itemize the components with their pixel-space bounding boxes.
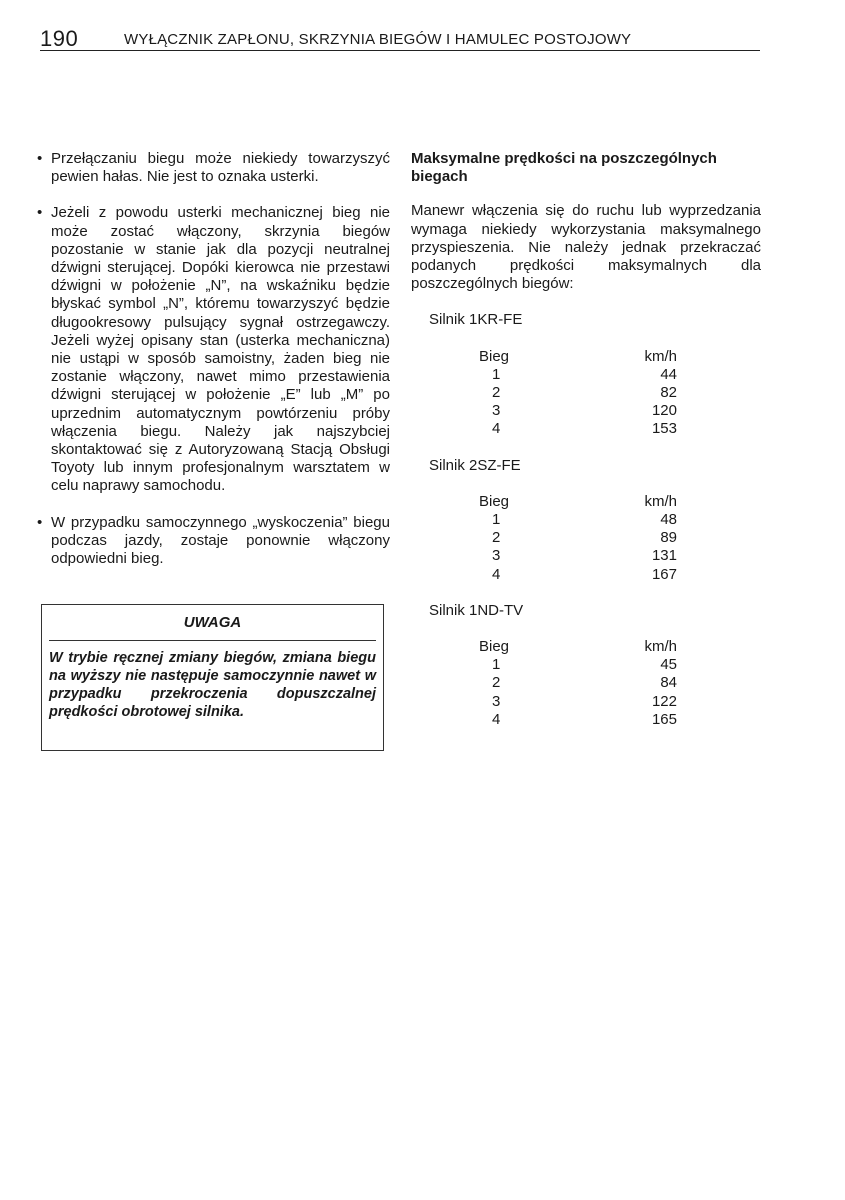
gear-cell: 4	[492, 565, 501, 583]
bullet-item: • W przypadku samoczynnego „wyskoczenia” biegu podczas jazdy, zostaje ponownie włączony odpowiedni bieg.	[36, 514, 390, 569]
speed-cell: 131	[651, 547, 677, 565]
table-row	[429, 384, 677, 402]
page-number: 190	[40, 26, 79, 51]
warning-box	[41, 604, 384, 751]
speed-cell: 165	[651, 710, 677, 728]
speed-column-header: km/h	[644, 492, 677, 510]
bullet-item: • Przełączaniu biegu może niekiedy towarzyszyć pewien hałas. Nie jest to oznaka usterki.	[36, 150, 390, 186]
speed-table	[429, 348, 677, 439]
table-row	[429, 674, 677, 692]
gear-cell: 1	[492, 656, 501, 674]
chapter-title: WYŁĄCZNIK ZAPŁONU, SKRZYNIA BIEGÓW I HAMULEC POSTOJOWY	[124, 31, 632, 48]
warning-title: UWAGA	[183, 614, 242, 631]
gear-cell: 2	[492, 529, 501, 547]
speed-cell: 167	[651, 565, 677, 583]
gear-cell: 2	[492, 384, 501, 402]
header-divider	[40, 50, 760, 51]
speed-cell: 44	[660, 365, 677, 383]
table-row	[429, 420, 677, 438]
engine-name: Silnik 1KR-FE	[429, 311, 523, 329]
gear-column-header: Bieg	[479, 638, 510, 656]
speed-cell: 120	[651, 402, 677, 420]
left-column	[36, 150, 390, 586]
gear-cell: 3	[492, 402, 501, 420]
table-row	[429, 656, 677, 674]
bullet-item: • Jeżeli z powodu usterki mechanicznej bieg nie może zostać włączony, skrzynia biegów pozostanie w stanie jak dla pozycji neutralnej dźwigni sterującej. Dopóki kierowca nie przestawi dźwigni w położenie „N”, na wskaźniku będzie błyskać symbol „N”, któremu towarzyszyć będzie długookresowy pulsujący sygnał ostrzegawczy. Jeżeli wyżej opisany stan (usterka mechaniczna) nie ustąpi w sposób samoistny, żaden bieg nie zostanie włączony, nawet mimo przestawienia dźwigni sterującej w położenie „E” lub „M” po uprzednim automatycznym powtórzeniu próby włączenia biegu. Należy jak najszybciej skontaktować się z Autoryzowaną Stacją Obsługi Toyoty lub innym profesjonalnym warsztatem w celu naprawy samochodu.	[36, 204, 390, 495]
table-header-row	[429, 348, 677, 366]
table-row	[429, 511, 677, 529]
speed-table	[429, 638, 677, 729]
speed-cell: 82	[660, 384, 677, 402]
intro-paragraph: Manewr włączenia się do ruchu lub wyprzedzania wymaga niekiedy wykorzystania maksymalnego przyspieszenia. Nie należy jednak przekraczać podanych prędkości maksymalnych dla poszczególnych biegów:	[411, 202, 761, 293]
speed-cell: 89	[660, 529, 677, 547]
page-header	[40, 26, 760, 52]
section-heading: Maksymalne prędkości na poszczególnych biegach	[411, 150, 717, 186]
speed-column-header: km/h	[644, 638, 677, 656]
table-row	[429, 566, 677, 584]
speed-cell: 122	[651, 692, 677, 710]
speed-cell: 84	[660, 674, 677, 692]
gear-column-header: Bieg	[479, 347, 510, 365]
gear-cell: 2	[492, 674, 501, 692]
gear-cell: 4	[492, 710, 501, 728]
warning-text: W trybie ręcznej zmiany biegów, zmiana biegu na wyższy nie następuje samoczynnie nawet w przypadku przekroczenia dopuszczalnej prędkości obrotowej silnika.	[49, 650, 376, 720]
table-row	[429, 693, 677, 711]
table-row	[429, 529, 677, 547]
speed-column-header: km/h	[644, 347, 677, 365]
engine-name: Silnik 2SZ-FE	[429, 456, 521, 474]
engine-name: Silnik 1ND-TV	[429, 601, 524, 619]
table-row	[429, 366, 677, 384]
table-row	[429, 711, 677, 729]
gear-column-header: Bieg	[479, 492, 510, 510]
table-row	[429, 402, 677, 420]
speed-cell: 153	[651, 420, 677, 438]
speed-cell: 45	[660, 656, 677, 674]
table-header-row	[429, 493, 677, 511]
gear-cell: 3	[492, 692, 501, 710]
gear-cell: 1	[492, 365, 501, 383]
gear-cell: 4	[492, 420, 501, 438]
speed-cell: 48	[660, 511, 677, 529]
gear-cell: 1	[492, 511, 501, 529]
table-row	[429, 547, 677, 565]
engine-section	[429, 311, 761, 729]
gear-cell: 3	[492, 547, 501, 565]
table-header-row	[429, 638, 677, 656]
speed-table	[429, 493, 677, 584]
right-column	[411, 150, 761, 747]
